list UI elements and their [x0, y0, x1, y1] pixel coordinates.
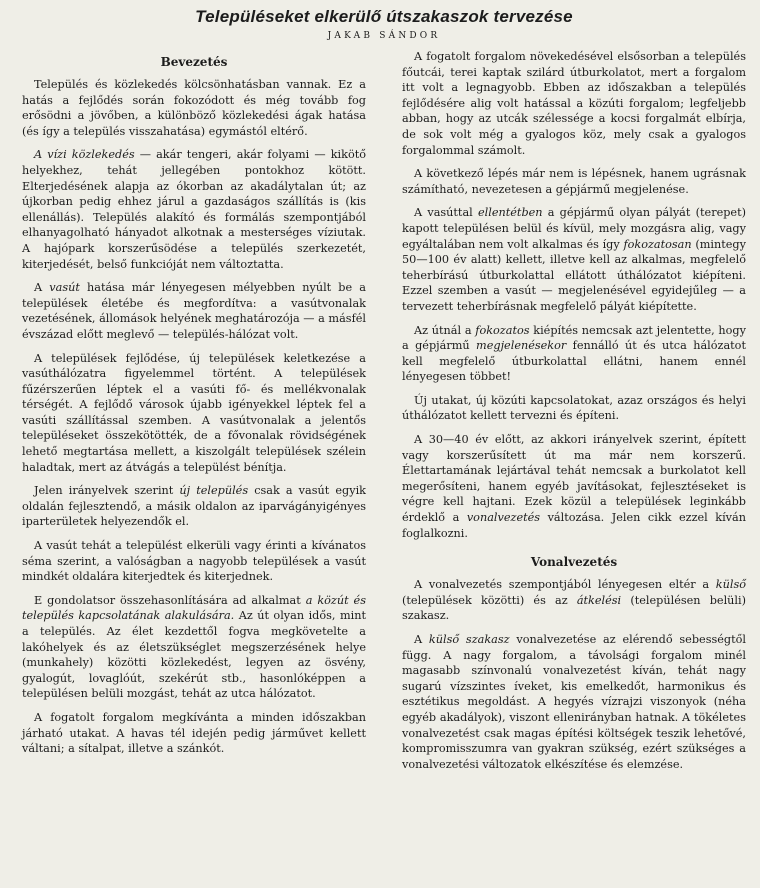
italic-text-run: fokozatosan [623, 237, 692, 251]
text-run: a gépjármű olyan pályát (terepet) kapott településen belül és kívül, mely mozgásra alig, vagy egyáltalában nem volt alkalmas és így [402, 206, 746, 251]
text-run: vonalvezetése az elérendő sebességtől függ. A nagy forgalom, a távolsági forgalom minél magasabb színvonalú vonalvezetést kíván, tehát nagy sugarú vízszintes íveket, kis emelkedőt, harmonikus és esztétikus megoldást. A hegyés vízrajzi viszonyok (néha egyéb akadályok), viszont ellenirányban hatnak. A tökéletes vonalvezetést csak magas építési költségek teszik lehetővé, kompromisszumra van gyakran szükség, ezért szükséges a vonalvezetési változatok elkészítése és elemzése. [402, 633, 746, 771]
italic-text-run: A vízi közlekedés [34, 148, 135, 162]
text-run: fennálló út és utca hálózatot kell megfelelő útburkolattal ellátni, hanem ennél lényegesen többet! [402, 339, 746, 384]
text-run: A [414, 633, 429, 646]
right-column [402, 49, 746, 780]
italic-text-run: külső [715, 578, 746, 592]
italic-text-run: fokozatos [475, 323, 530, 337]
text-run: (települések közötti) és az [402, 593, 577, 607]
article-title: Településeket elkerülő útszakaszok tervezése [195, 7, 573, 26]
paragraph [402, 393, 746, 424]
paragraph [402, 432, 746, 541]
text-run: A vonalvezetés szempontjából lényegesen eltér a [414, 578, 716, 592]
paragraph [22, 77, 366, 139]
text-run: A települések fejlődése, új települések keletkezése a vasúthálózatra figyelemmel történt. A települések fűzérszerűen léptek el a vasúti fő- és mellékvonalak térségét. A fejlődő városok újabb igényekkel léptek fel a vasúti szállítással szemben. A vasútvonalak a jelentős településeket összekötötték, de a fővonalak rövidségének lehető megtartása mellett, a kiszolgált települések szélein haladtak, mert az átvágás a települést bénítja. [22, 351, 366, 474]
right-column-intro-paragraphs [402, 49, 746, 541]
italic-text-run: vasút [49, 281, 80, 295]
italic-text-run: új település [179, 484, 249, 498]
text-run: Jelen irányelvek szerint [34, 484, 180, 498]
text-run: (településen belüli) szakasz. [402, 593, 746, 623]
text-run: A 30—40 év előtt, az akkori irányelvek szerint, épített vagy korszerűsített út ma már nem korszerű. Élettartamának lejártával tehát nemcsak a burkolatot kell megerősíteni, hanem egyéb javításokat, fejlesztéseket is végre kell hajtani. Ezek közül a települések leginkább érdeklő a [402, 433, 746, 525]
paragraph [402, 632, 746, 772]
paragraph [22, 538, 366, 585]
text-run: Új utakat, új közúti kapcsolatokat, azaz országos és helyi úthálózatot kellett tervezni és építeni. [402, 393, 746, 423]
text-run: A [34, 281, 50, 295]
text-run: — akár tengeri, akár folyami — kikötő helyekhez, tehát jellegében pontokhoz kötött. Elterjedésének alapja az ókorban az akadálytalan út; az újkorban pedig ehhez járul a gazdaságos szállítás is (kis ellenállás). Település alakító és formálás szempontjából elhanyagolható hányadot alkotnak a mesterséges víziutak. A hajópark korszerűsödése a település szerkezetét, kiterjedését, belső funkcióját nem változtatta. [22, 148, 367, 271]
italic-text-run: megjelenésekor [476, 339, 567, 353]
paragraph [402, 205, 746, 314]
paragraph [402, 49, 746, 158]
text-run: A vasúttal [414, 206, 478, 220]
text-run: Település és közlekedés kölcsönhatásban vannak. Ez a hatás a fejlődés során fokozódott és még tovább fog erősödni a jövőben, a különböző közlekedési ágak hatása (és így a település visszahatása) egymástól eltérő. [22, 78, 366, 138]
italic-text-run: külső szakasz [428, 633, 510, 646]
text-run: E gondolatsor összehasonlítására ad alkalmat [34, 593, 306, 607]
paragraph [402, 166, 746, 197]
text-run: A fogatolt forgalom megkívánta a minden időszakban járható utakat. A havas tél idején pedig járművet kellett váltani; a sítalpat, illetve a szánkót. [22, 710, 366, 756]
paragraph [402, 577, 746, 624]
text-run: hatása már lényegesen mélyebben nyúlt be a települések életébe és megfordítva: a vasútvonalak vezetésének, állomások helyének meghatározója — a másfél évszázad előtt meglevő — település-hálózat volt. [22, 281, 367, 341]
text-run: változása. Jelen cikk ezzel kíván foglalkozni. [402, 511, 746, 540]
text-run: (mintegy 50—100 év alatt) kellett, illetve kell az alkalmas, megfelelő teherbírású útburkolattal ellátott úthálózatot kiépíteni. Ezzel szemben a vasút — megjelenésével egyidejűleg — a tervezett teherbírásnak megfelelő pályát kiépítette. [402, 237, 746, 313]
left-column [22, 49, 366, 780]
paragraph [22, 710, 366, 757]
text-run: A vasút tehát a települést elkerüli vagy érinti a kívánatos séma szerint, a valóságban a nagyobb települések a vasút mindkét oldalára kiterjedtek és kiterjednek. [22, 539, 366, 584]
paragraph [22, 147, 366, 272]
italic-text-run: vonalvezetés [466, 511, 541, 525]
paragraph [22, 483, 366, 530]
text-run: Az útnál a [414, 323, 476, 337]
right-column-section-paragraphs [402, 577, 746, 772]
section-heading-vonalvezetes: Vonalvezetés [530, 555, 618, 570]
article-author: JAKAB SÁNDOR [327, 31, 441, 41]
text-run: csak a vasút egyik oldalán fejlesztendő, a másik oldalon az iparvágányigényes iparterületek helyezendők el. [22, 484, 366, 529]
paragraph [22, 280, 366, 342]
text-run: Az út olyan idős, mint a település. Az élet kezdettől fogva megkövetelte a lakóhelyek és az életszükséglet megszerzésének helye (munkahely) közötti közlekedést, legyen az ösvény, gyalogút, lovaglóút, szekérút stb., hasonlóképpen a településen belüli mozgást, tehát az utca hálózatot. [22, 609, 366, 701]
text-run: kiépítés nemcsak azt jelentette, hogy a gépjármű [402, 323, 746, 353]
text-run: A következő lépés már nem is lépésnek, hanem ugrásnak számítható, nevezetesen a gépjármű megjelenése. [402, 167, 746, 196]
paragraph [402, 323, 746, 385]
italic-text-run: ellentétben [477, 206, 543, 220]
paragraph [22, 593, 366, 702]
section-heading-bevezetes: Bevezetés [160, 55, 228, 69]
italic-text-run: a közút és település kapcsolatának alakulására. [22, 593, 366, 623]
paragraph [22, 351, 366, 476]
italic-text-run: átkelési [576, 593, 622, 607]
text-run: A fogatolt forgalom növekedésével elsősorban a település főutcái, terei kaptak szilárd útburkolatot, mert a forgalom itt volt a legnagyobb. Ebben az időszakban a település fejlődésére alig volt hatással a közúti forgalom; legfeljebb abban, hogy az utcák szélessége a kocsi forgalmát elbírja, de sok volt még a gyalogos köz, mely csak a gyalogos forgalommal számolt. [402, 50, 746, 157]
article-body [22, 49, 746, 780]
